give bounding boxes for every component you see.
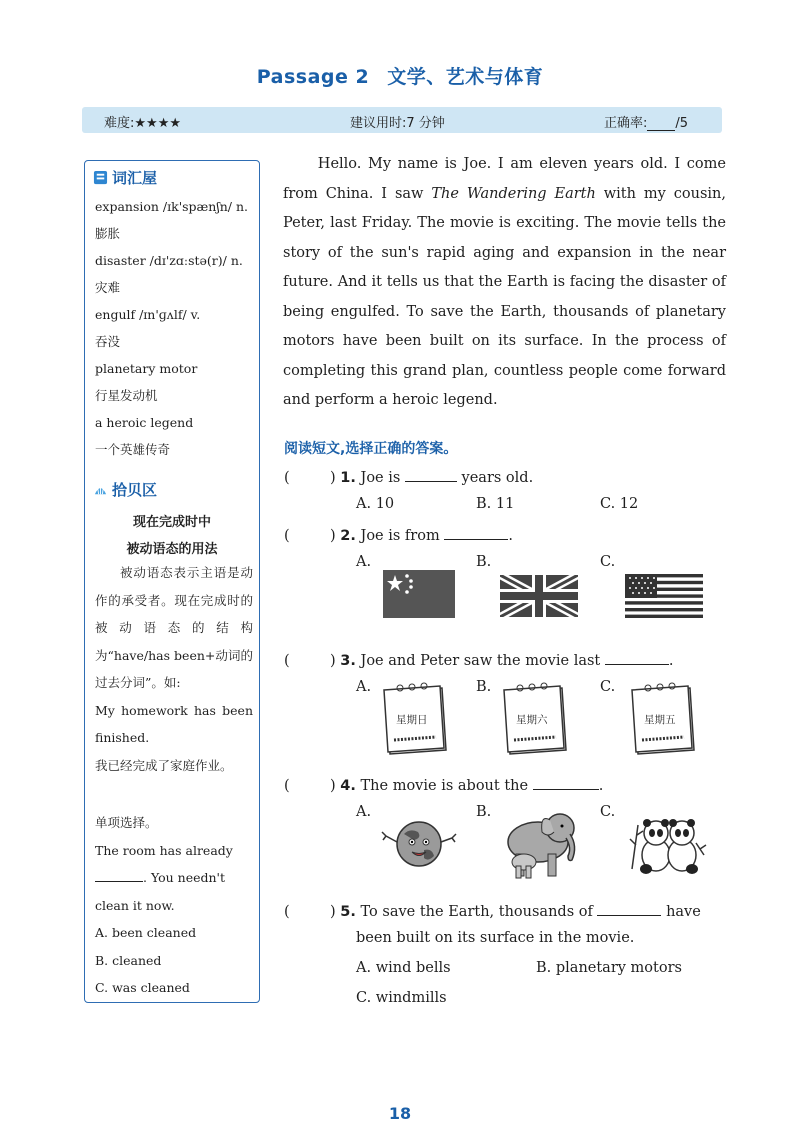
exercise-option: B. cleaned	[95, 952, 162, 968]
vocab-item: 一个英雄传奇	[95, 442, 171, 457]
difficulty: 难度:★★★★	[104, 116, 181, 131]
calendar-label: 星期六	[516, 714, 548, 726]
exercise-blank[interactable]	[95, 867, 143, 882]
option-c[interactable]: C.	[600, 804, 616, 820]
vocab-item: 膨胀	[95, 226, 121, 241]
exercise-option: A. been cleaned	[95, 925, 197, 940]
question-5: ( ) 5. To save the Earth, thousands of have	[284, 901, 701, 920]
movie-title: The Wandering Earth	[431, 185, 596, 202]
info-bar	[82, 107, 722, 133]
answer-slot[interactable]: (	[284, 778, 290, 794]
option-b[interactable]: B.	[476, 804, 492, 820]
reading-passage: Hello. My name is Joe. I am eleven years old. I come from China. I saw The Wandering Earth with my cousin, Peter, last Friday. The movie is exciting. The movie tells the story of the sun's rapid aging and expansion in the near future. And it tells us that the Earth is facing the disaster of being engulfed. To save the Earth, thousands of planetary motors have been built on its surface. In the process of completing this grand plan, countless people come forward and perform a heroic legend.	[283, 156, 726, 408]
option-c[interactable]: C. windmills	[356, 990, 447, 1006]
answer-slot[interactable]: (	[284, 528, 290, 544]
option-b[interactable]: B.	[476, 554, 492, 570]
instruction: 阅读短文,选择正确的答案。	[284, 441, 458, 457]
vocab-item: engulf /ɪn'ɡʌlf/ v.	[95, 307, 201, 322]
grammar-subtitle-2: 被动语态的用法	[126, 542, 218, 557]
passage-label: Passage 2	[256, 66, 370, 88]
elephant-icon	[496, 806, 582, 882]
example-cn: 我已经完成了家庭作业。	[95, 757, 233, 773]
pandas-icon	[628, 815, 708, 877]
vocab-item: disaster /dɪ'zɑːstə(r)/ n.	[95, 253, 243, 268]
example-en: My homework has been finished.	[95, 702, 253, 745]
exercise-question-1: The room has already	[95, 842, 233, 858]
option-b[interactable]: B. planetary motors	[536, 960, 682, 976]
exercise-title: 单项选择。	[95, 815, 158, 830]
vocab-heading: 词汇屋	[93, 167, 157, 188]
page-title	[0, 62, 800, 89]
china-flag-icon	[383, 570, 455, 618]
grammar-heading: 拾贝区	[93, 479, 157, 500]
shell-icon	[93, 482, 108, 497]
question-blank[interactable]	[405, 467, 457, 482]
vocab-list	[95, 193, 248, 463]
calendar-label: 星期五	[644, 714, 676, 726]
question-blank[interactable]	[605, 650, 669, 665]
exercise-question-2: . You needn't	[143, 870, 226, 885]
option-a[interactable]: A. wind bells	[356, 960, 451, 976]
book-icon	[93, 170, 108, 185]
grammar-subtitle-1: 现在完成时中	[132, 515, 211, 530]
question-3: ( ) 3. Joe and Peter saw the movie last .	[284, 650, 673, 669]
calendar-saturday	[500, 680, 570, 758]
question-2: ( ) 2. Joe is from .	[284, 525, 513, 544]
page-number: 18	[388, 1104, 412, 1123]
option-b[interactable]: B. 11	[476, 496, 515, 512]
exercise-option: C. was cleaned	[95, 980, 190, 995]
option-a[interactable]: A.	[356, 804, 372, 820]
vocab-item: 灾难	[95, 280, 121, 295]
sidebar	[84, 160, 260, 1003]
question-4: ( ) 4. The movie is about the .	[284, 775, 603, 794]
calendar-sunday	[380, 680, 450, 758]
grammar-body: 被动语态表示主语是动作的承受者。现在完成时的被动语态的结构为“have/has been+动词的过去分词”。如: My homework has been finished. 我已经完成了家庭作业。	[95, 559, 253, 779]
option-a[interactable]: A. 10	[356, 496, 395, 512]
question-blank[interactable]	[597, 901, 661, 916]
calendar-friday	[628, 680, 698, 758]
exercise-question-3: clean it now.	[95, 897, 175, 913]
accuracy: 正确率: /5	[604, 116, 689, 131]
usa-flag-icon	[625, 574, 703, 618]
vocab-item: a heroic legend	[95, 415, 194, 430]
uk-flag-icon	[500, 575, 578, 617]
option-c[interactable]: C.	[600, 554, 616, 570]
vocab-item: planetary motor	[95, 361, 198, 376]
option-c[interactable]: C. 12	[600, 496, 639, 512]
option-a[interactable]: A.	[356, 679, 372, 695]
question-blank[interactable]	[444, 525, 508, 540]
theme-label: 文学、艺术与体育	[387, 66, 544, 88]
answer-slot[interactable]: (	[284, 470, 290, 486]
exercise	[95, 809, 253, 1002]
vocab-item: expansion /ɪk'spænʃn/ n.	[95, 199, 249, 214]
calendar-label: 星期日	[396, 714, 428, 726]
question-blank[interactable]	[533, 775, 599, 790]
question-5-line-2: been built on its surface in the movie.	[356, 930, 635, 946]
option-c[interactable]: C.	[600, 679, 616, 695]
answer-slot[interactable]: (	[284, 904, 290, 920]
option-b[interactable]: B.	[476, 679, 492, 695]
vocab-item: 行星发动机	[95, 388, 158, 403]
answer-slot[interactable]: (	[284, 653, 290, 669]
question-1: ( ) 1. Joe is years old.	[284, 467, 533, 486]
earth-icon	[380, 812, 458, 874]
option-a[interactable]: A.	[356, 554, 372, 570]
suggested-time: 建议用时:7 分钟	[350, 116, 445, 131]
accuracy-blank[interactable]	[647, 118, 675, 131]
vocab-item: 吞没	[95, 334, 121, 349]
